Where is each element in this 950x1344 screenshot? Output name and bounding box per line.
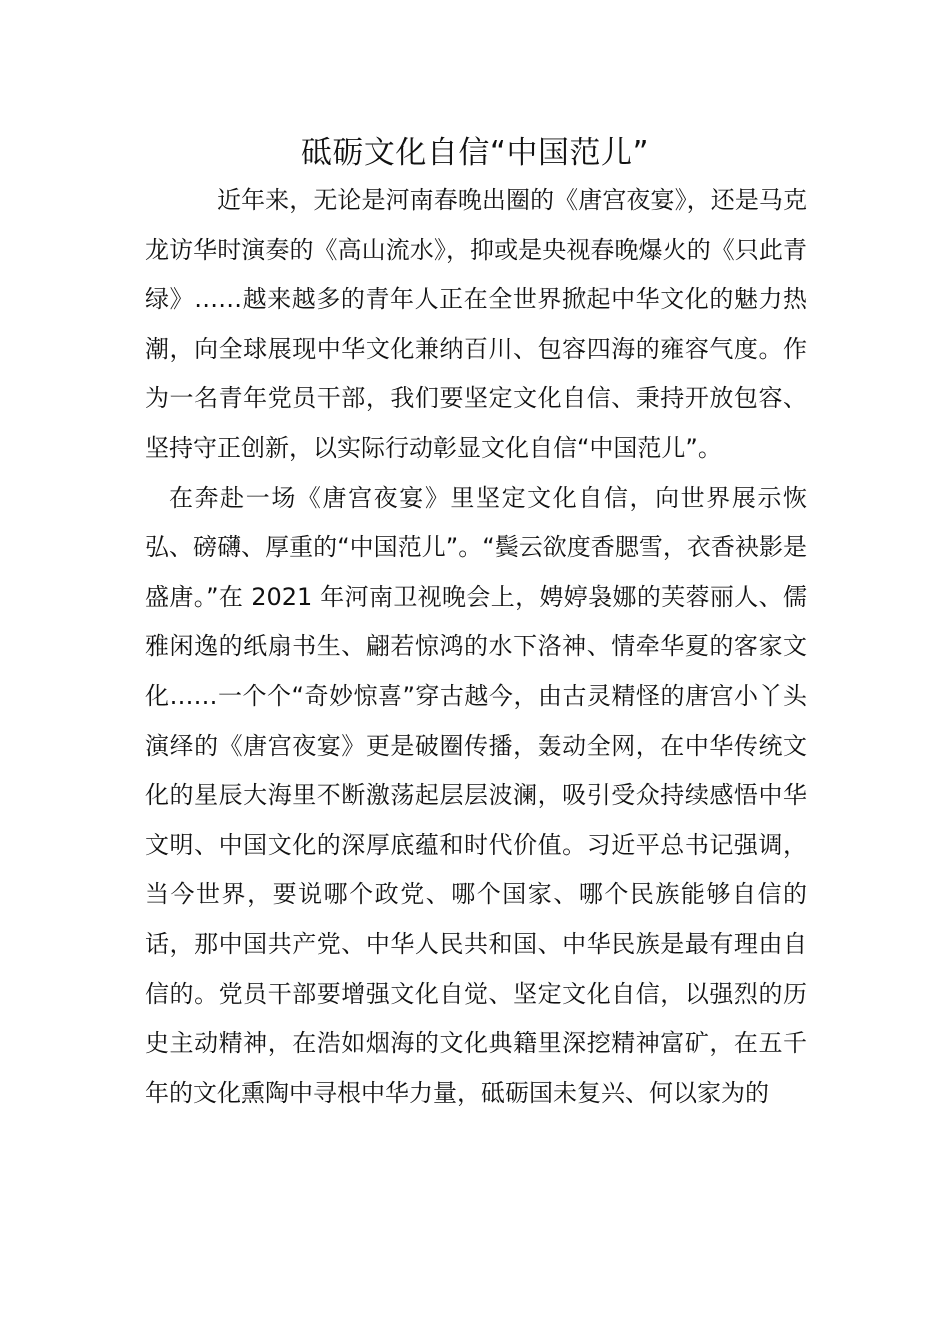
document-body (145, 176, 807, 1118)
paragraph-tang-palace: 在奔赴一场《唐宫夜宴》里坚定文化自信，向世界展示恢弘、磅礴、厚重的“中国范儿”。“鬓云欲度香腮雪，衣香袂影是盛唐。”在 2021 年河南卫视晚会上，娉婷袅娜的芙蓉丽人、儒雅闲逸的纸扇书生、翩若惊鸿的水下洛神、情牵华夏的客家文化……一个个“奇妙惊喜”穿古越今，由古灵精怪的唐宫小丫头演绎的《唐宫夜宴》更是破圈传播，轰动全网，在中华传统文化的星辰大海里不断激荡起层层波澜，吸引受众持续感悟中华文明、中国文化的深厚底蕴和时代价值。习近平总书记强调，当今世界，要说哪个政党、哪个国家、哪个民族能够自信的话，那中国共产党、中华人民共和国、中华民族是最有理由自信的。党员干部要增强文化自觉、坚定文化自信，以强烈的历史主动精神，在浩如烟海的文化典籍里深挖精神富矿，在五千年的文化熏陶中寻根中华力量，砥砺国未复兴、何以家为的 (145, 483, 807, 1107)
document-title: 砥砺文化自信“中国范儿” (300, 135, 650, 171)
paragraph-intro: 近年来，无论是河南春晚出圈的《唐宫夜宴》，还是马克龙访华时演奏的《高山流水》，抑或是央视春晚爆火的《只此青绿》……越来越多的青年人正在全世界掀起中华文化的魅力热潮，向全球展现中华文化兼纳百川、包容四海的雍容气度。作为一名青年党员干部，我们要坚定文化自信、秉持开放包容、坚持守正创新，以实际行动彰显文化自信“中国范儿”。 (145, 186, 807, 462)
